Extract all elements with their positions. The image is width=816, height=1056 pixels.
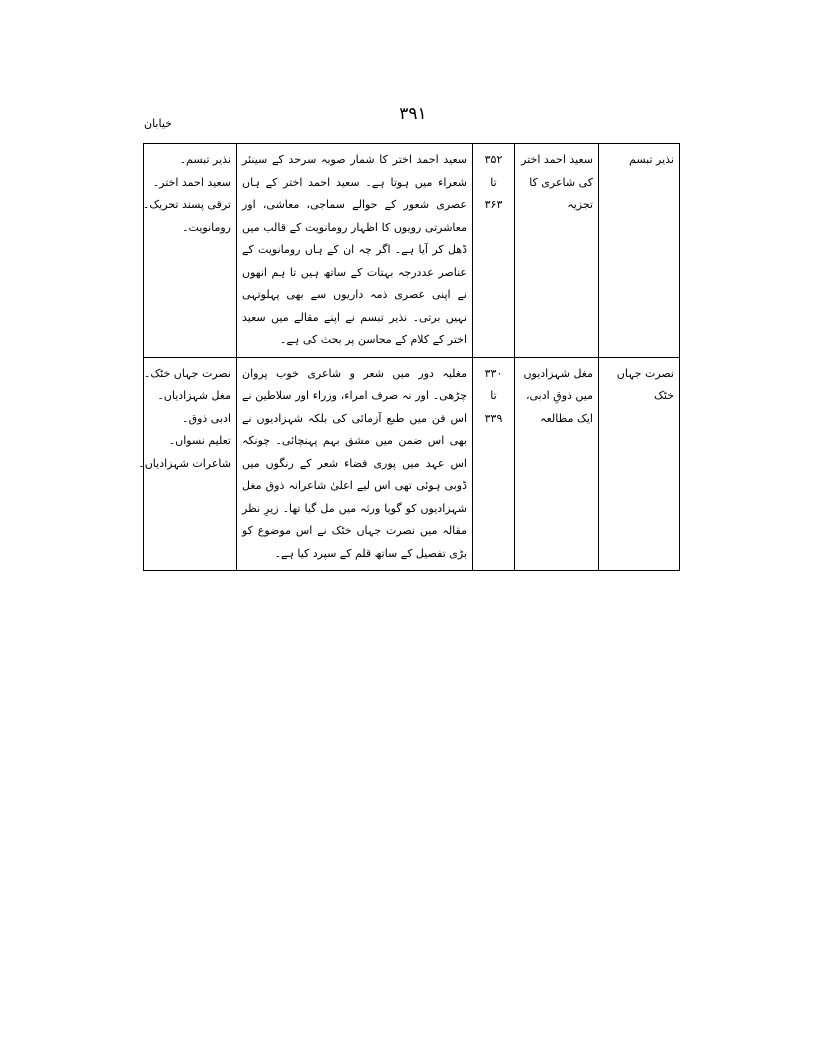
title-cell: مغل شہزادیوں میں ذوقِ ادبی، ایک مطالعہ xyxy=(515,357,599,571)
author-cell: نصرت جہاں خٹک xyxy=(599,357,680,571)
page-end: ۳۶۳ xyxy=(484,198,503,211)
page-start: ۳۳۰ xyxy=(484,366,503,380)
table-row xyxy=(144,144,680,358)
table-row xyxy=(144,357,680,571)
summary-cell: سعید احمد اختر کا شمار صوبہ سرحد کے سینئر شعراء میں ہوتا ہے۔ سعید احمد اختر کے ہاں عصری شعور کے حوالے سماجی، معاشی، اور معاشرتی رویوں کا اظہار رومانویت کے قالب میں ڈھل کر آیا ہے۔ اگر چہ ان کے ہاں رومانویت کے عناصر عددرجہ بہتات کے ساتھ ہیں تا ہم انھوں نے اپنی عصری ذمہ داریوں سے بھی پہلوتہی نہیں برتی۔ نذیر تبسم نے اپنے مقالے میں سعید اختر کے کلام کے محاسن پر بحث کی ہے۔ xyxy=(237,144,473,358)
pages-cell xyxy=(473,357,515,571)
keyword: رومانویت۔ xyxy=(182,220,231,234)
keyword: سعید احمد اختر۔ xyxy=(152,175,231,189)
keyword: ادبی ذوق۔ xyxy=(182,411,231,425)
keyword: نذیر تبسم۔ xyxy=(179,153,231,166)
keywords-cell xyxy=(144,144,237,358)
title-cell: سعید احمد اختر کی شاعری کا تجزیہ xyxy=(515,144,599,358)
summary-cell: مغلیہ دور میں شعر و شاعری خوب پروان چڑھی۔ اور نہ صرف امراء، وزراء اور سلاطین نے اس فن میں طبع آزمائی کی بلکہ شہزادیوں نے بھی اس ضمن میں مشق بہم پہنچائی۔ چونکہ اس عہد میں پوری فضاء شعر کے رنگوں میں ڈوبی ہوئی تھی اس لیے اعلیٰ شاعرانہ ذوق مغل شہزادیوں کو گویا ورثہ میں مل گیا تھا۔ زیرِ نظر مقالہ میں نصرت جہاں خٹک نے اس موضوع کو بڑی تفصیل کے ساتھ قلم کے سپرد کیا ہے۔ xyxy=(237,357,473,571)
page-number: ۳۹۱ xyxy=(399,104,427,124)
page-to: تا xyxy=(490,389,497,402)
keyword: تعلیم نسواں۔ xyxy=(168,434,231,447)
pages-cell xyxy=(473,144,515,358)
keyword: ترقی پسند تحریک۔ xyxy=(142,198,231,211)
journal-title: خیابان xyxy=(144,117,172,130)
author-cell: نذیر تبسم xyxy=(599,144,680,358)
page-start: ۳۵۲ xyxy=(484,153,503,166)
page-end: ۳۳۹ xyxy=(484,411,503,425)
keyword: نصرت جہاں خٹک۔ xyxy=(143,366,231,380)
keywords-cell xyxy=(138,357,237,571)
keyword: مغل شہزادیاں۔ xyxy=(157,389,231,402)
page-to: تا xyxy=(490,175,497,189)
keyword: شاعرات شہزادیاں۔ xyxy=(138,456,231,470)
bibliography-table xyxy=(138,143,680,571)
